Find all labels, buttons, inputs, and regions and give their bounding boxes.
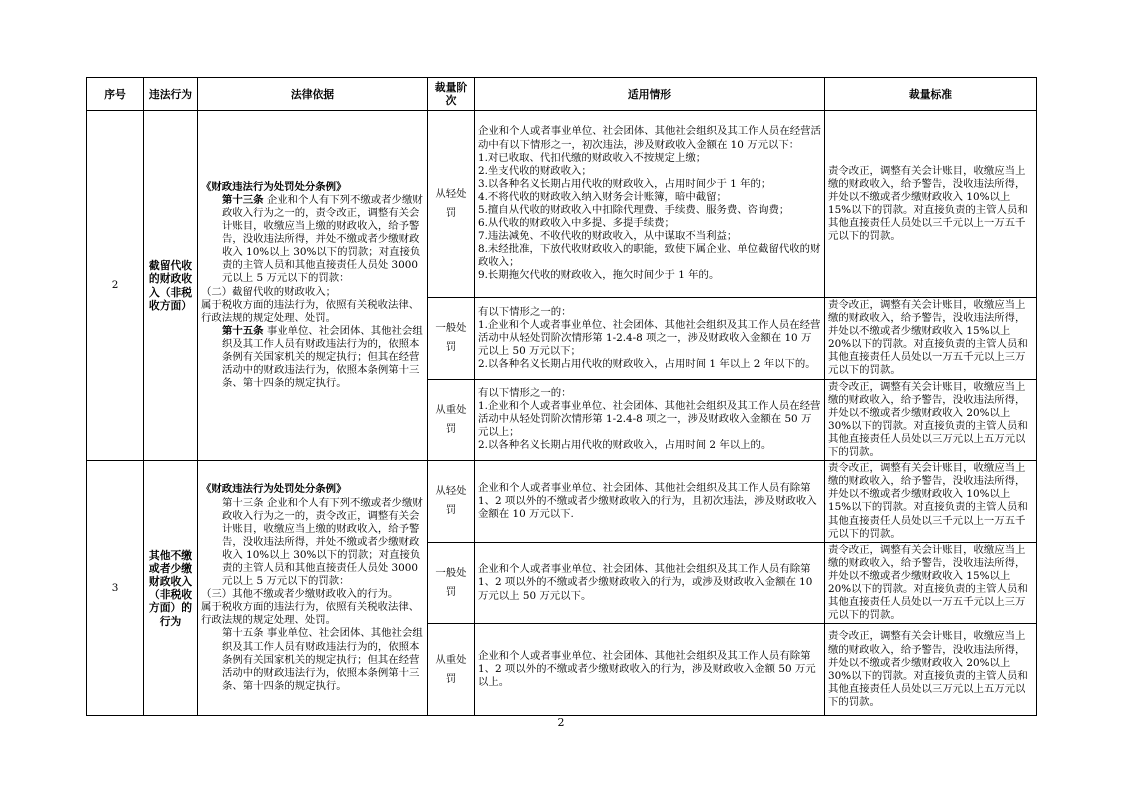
condition-line: 9.长期拖欠代收的财政收入，拖欠时间少于 1 年的。 [478,269,720,282]
condition-cell [475,542,825,624]
header-no: 序号 [87,78,144,111]
condition-line: 1.企业和个人或者事业单位、社会团体、其他社会组织及其工作人员在经营活动中从轻处罚阶次情形第 1-2.4-8 项之一，涉及财政收入金额在 50 万元以上； [478,400,821,439]
law-title: 《财政违法行为处罚处分条例》 [201,483,347,496]
stage-severe: 从重处罚 [428,379,475,461]
stage-general: 一般处罚 [428,542,475,624]
penalty-standard: 责令改正，调整有关会计账目，收缴应当上缴的财政收入，给予警告，没收违法所得，并处以不缴或者少缴财政收入 20%以上 30%以下的罚款。对直接负责的主管人员和其他直接责任人员处以三万元以上五万元以下的罚款。 [825,379,1037,461]
row-number: 3 [87,461,144,716]
law-note: 属于税收方面的违法行为，依照有关税收法律、行政法规的规定处理、处罚。 [201,298,420,324]
condition-line: 企业和个人或者事业单位、社会团体、其他社会组织及其工作人员有除第 1、2 项以外的不缴或者少缴财政收入的行为，且初次违法，涉及财政收入金额在 10 万元以下. [478,481,817,520]
condition-cell [475,298,825,380]
condition-cell [475,461,825,543]
header-cond: 适用情形 [475,78,825,111]
stage-general: 一般处罚 [428,298,475,380]
condition-line: 2.以各种名义长期占用代收的财政收入，占用时间 1 年以上 2 年以下的。 [478,357,816,370]
condition-line: 1.对已收取、代扣代缴的财政收入不按规定上缴； [478,151,707,164]
condition-line: 7.违法减免、不收代收的财政收入，从中谋取不当利益； [478,230,738,243]
row-number: 2 [87,111,144,461]
violation-name: 截留代收的财政收入（非税收方面） [144,111,198,461]
condition-line: 4.不将代收的财政收入纳入财务会计账簿，暗中截留； [478,190,727,203]
table-row [87,461,1037,543]
penalty-standard: 责令改正，调整有关会计账目，收缴应当上缴的财政收入，给予警告，没收违法所得，并处以不缴或者少缴财政收入 10%以上 15%以下的罚款。对直接负责的主管人员和其他直接责任人员处以三千元以上一万五千元以下的罚款。 [825,461,1037,543]
header-law: 法律依据 [198,78,428,111]
penalty-standard: 责令改正，调整有关会计账目，收缴应当上缴的财政收入，给予警告，没收违法所得，并处以不缴或者少缴财政收入 10%以上 15%以下的罚款。对直接负责的主管人员和其他直接责任人员处以三千元以上一万五千元以下的罚款。 [825,111,1037,298]
condition-line: 5.擅自从代收的财政收入中扣除代理费、手续费、服务费、咨询费； [478,204,790,216]
condition-line: 3.以各种名义长期占用代收的财政收入，占用时间少于 1 年的； [478,177,772,190]
condition-line: 企业和个人或者事业单位、社会团体、其他社会组织及其工作人员有除第 1、2 项以外的不缴或者少缴财政收入的行为，涉及财政收入金额 50 万元以上。 [478,650,816,689]
condition-line: 1.企业和个人或者事业单位、社会团体、其他社会组织及其工作人员在经营活动中从轻处罚阶次情形第 1-2.4-8 项之一，涉及财政收入金额在 10 万元以上 50 万元以下； [478,318,821,357]
condition-cell [475,379,825,461]
penalty-standard: 责令改正，调整有关会计账目，收缴应当上缴的财政收入，给予警告，没收违法所得，并处以不缴或者少缴财政收入 20%以上 30%以下的罚款。对直接负责的主管人员和其他直接责任人员处以三万元以上五万元以下的罚款。 [825,624,1037,716]
condition-line: 有以下情形之一的： [478,305,572,318]
condition-line: 8.未经批准，下放代收财政收入的职能，致使下属企业、单位截留代收的财政收入； [478,243,821,269]
penalty-discretion-table [86,77,1037,716]
stage-lenient: 从轻处罚 [428,461,475,543]
table-header-row [87,78,1037,111]
condition-line: 企业和个人或者事业单位、社会团体、其他社会组织及其工作人员在经营活动中有以下情形之一，初次违法，涉及财政收入金额在 10 万元以下： [478,125,821,151]
article-15: 第十五条 事业单位、社会团体、其他社会组织及其工作人员有财政违法行为的，依照本条例有关国家机关的规定执行；但其在经营活动中的财政违法行为，依照本条例第十三条、第十四条的规定执行。 [222,324,423,390]
header-std: 裁量标准 [825,78,1037,111]
condition-cell [475,111,825,298]
condition-line: 2.以各种名义长期占用代收的财政收入，占用时间 2 年以上的。 [478,439,772,452]
penalty-standard: 责令改正，调整有关会计账目，收缴应当上缴的财政收入，给予警告，没收违法所得，并处以不缴或者少缴财政收入 15%以上 20%以下的罚款。对直接负责的主管人员和其他直接责任人员处以一万五千元以上三万元以下的罚款。 [825,298,1037,380]
article-15: 第十五条 事业单位、社会团体、其他社会组织及其工作人员有财政违法行为的，依照本条例有关国家机关的规定执行；但其在经营活动中的财政违法行为，依照本条例第十三条、第十四条的规定执行。 [222,627,423,692]
legal-basis [198,461,428,716]
table-row [87,111,1037,298]
header-stage: 裁量阶次 [428,78,475,111]
stage-lenient: 从轻处罚 [428,111,475,298]
condition-cell [475,624,825,716]
condition-line: 有以下情形之一的： [478,387,572,400]
penalty-standard: 责令改正，调整有关会计账目，收缴应当上缴的财政收入，给予警告，没收违法所得，并处以不缴或者少缴财政收入 15%以上 20%以下的罚款。对直接负责的主管人员和其他直接责任人员处以一万五千元以上三万元以下的罚款。 [825,542,1037,624]
condition-line: 6.从代收的财政收入中多提、多提手续费； [478,217,675,230]
condition-line: 企业和个人或者事业单位、社会团体、其他社会组织及其工作人员有除第 1、2 项以外的不缴或者少缴财政收入的行为，或涉及财政收入金额在 10 万元以上 50 万元以下。 [478,563,813,602]
violation-name: 其他不缴或者少缴财政收入（非税收方面）的行为 [144,461,198,716]
condition-line: 2.坐支代收的财政收入； [478,164,592,177]
law-note: 属于税收方面的违法行为，依照有关税收法律、行政法规的规定处理、处罚。 [201,601,420,627]
article-13: 第十三条 企业和个人有下列不缴或者少缴财政收入行为之一的，责令改正，调整有关会计账目，收缴应当上缴的财政收入，给予警告，没收违法所得，并处不缴或者少缴财政收入 10%以上 30%以下的罚款；对直接负责的主管人员和其他直接责任人员处 3000 元以上 5 万元以下的罚款： [222,496,423,588]
stage-severe: 从重处罚 [428,624,475,716]
legal-basis [198,111,428,461]
header-act: 违法行为 [144,78,198,111]
law-item: （三）其他不缴或者少缴财政收入的行为。 [201,588,399,601]
article-13: 第十三条 企业和个人有下列不缴或者少缴财政收入行为之一的，责令改正，调整有关会计账目，收缴应当上缴的财政收入，给予警告，没收违法所得，并处不缴或者少缴财政收入 10%以上 30%以下的罚款；对直接负责的主管人员和其他直接责任人员处 3000 元以上 5 万元以下的罚款： [222,193,423,285]
law-item: （二）截留代收的财政收入； [201,285,337,298]
law-title: 《财政违法行为处罚处分条例》 [201,180,347,193]
page-number: 2 [557,716,565,729]
